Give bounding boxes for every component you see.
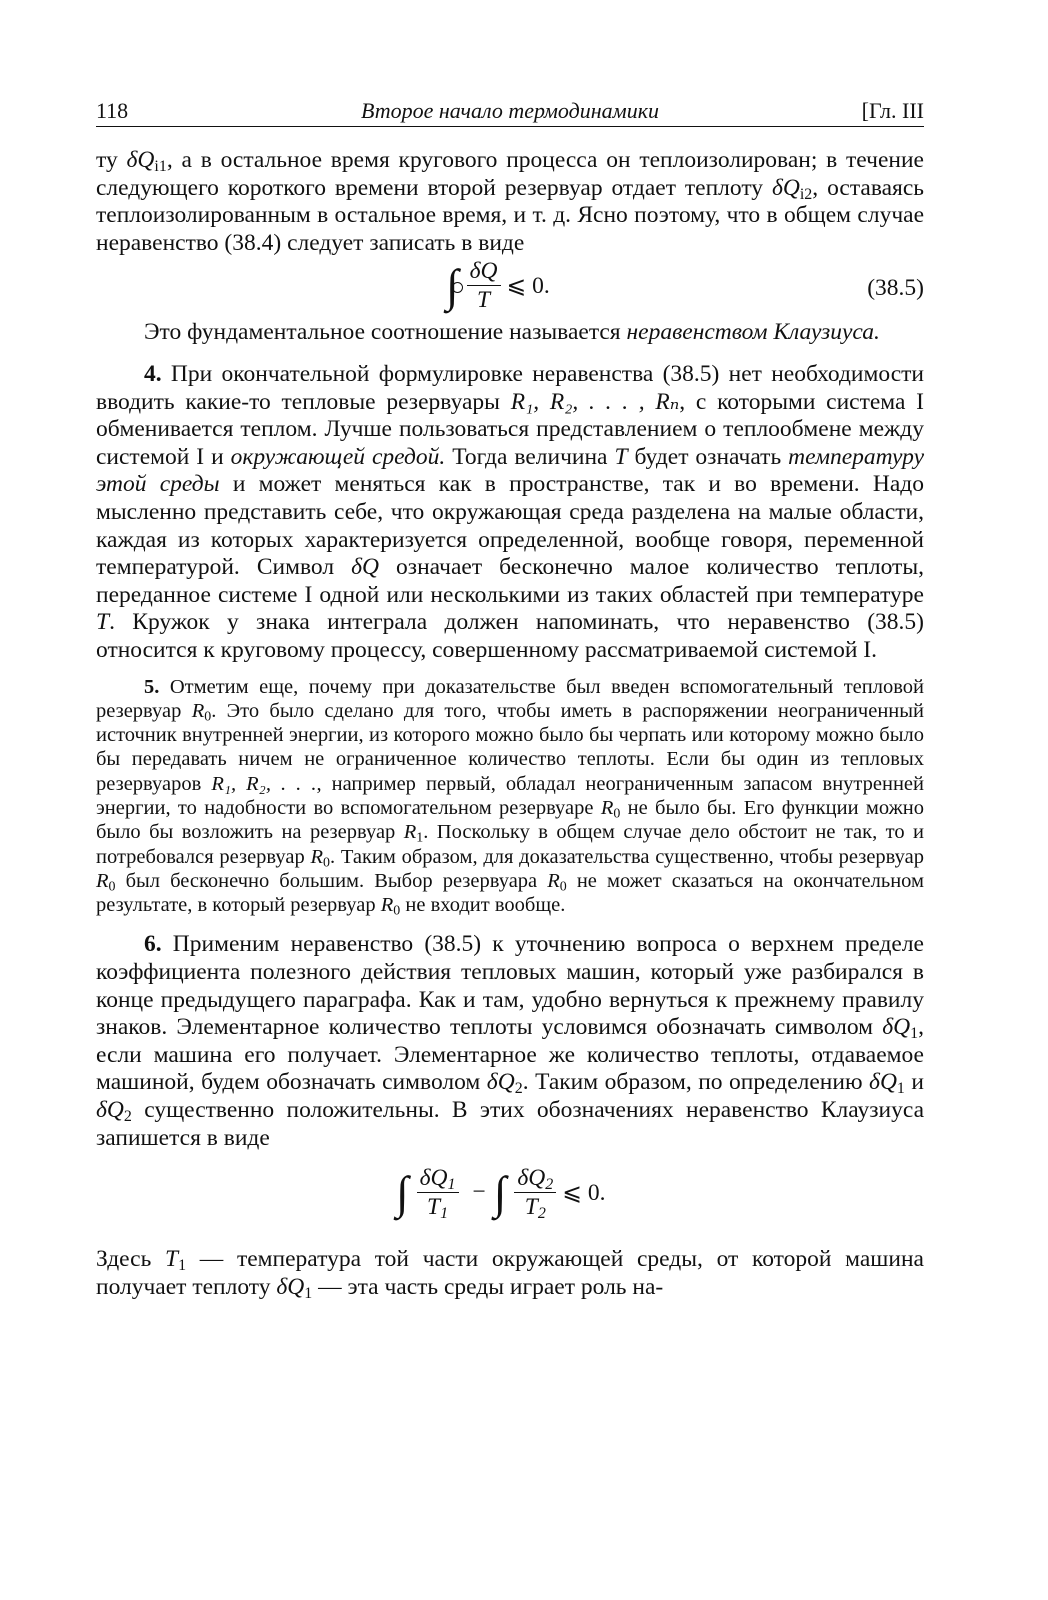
relation: ⩽ 0. [506, 273, 550, 300]
page-number: 118 [96, 98, 129, 123]
running-title: Второе начало термодинамики [360, 98, 660, 123]
integral-sign: ∫ [493, 1166, 507, 1218]
math-symbol: T [96, 609, 110, 636]
section-number: 5. [144, 675, 160, 698]
paragraph-continuation: ту $\delta Q_{i1}$, а в остальное время кругового процесса он теплоизолирован; в течение следующего короткого времени второй резервуар отдает теплоту $\delta Q_{i2}$, оставаясь теплоизолированным в остальное время, и т. д. Ясно поэтому, что в общем случае неравенство (38.4) следует записать в виде [96, 147, 924, 256]
relation: ⩽ 0. [562, 1180, 606, 1207]
fraction-1: $\frac{\delta Q_1}{T_1}$ [417, 1166, 459, 1219]
fraction: $\frac{\delta Q}{T}$ [467, 259, 501, 312]
math-symbol: R₁, R₂, . . . , Rₙ [510, 388, 680, 415]
contour-integral-sign: ∫ [446, 259, 459, 311]
paragraph-last: Здесь $T_1$ — температура той части окружающей среды, от которой машина получает теплоту $\delta Q_1$ — эта часть среды играет роль на- [96, 1246, 924, 1302]
section-6: 6. Применим неравенство (38.5) к уточнению вопроса о верхнем пределе коэффициента полезного действия тепловых машин, который уже разбирался в конце предыдущего параграфа. Как и там, удобно вернуться к прежнему правилу знаков. Элементарное количество теплоты условимся обозначать символом $\delta Q_1$, если машина его получает. Элементарное же количество теплоты, отдаваемое машиной, будем обозначать символом $\delta Q_2$. Таким образом, по определению $\delta Q_1$ и $\delta Q_2$ существенно положительны. В этих обозначениях неравенство Клаузиуса запишется в виде [96, 931, 924, 1151]
running-header [96, 94, 924, 127]
math-symbol: δQ [126, 147, 155, 173]
equation-clausius-engine [96, 1158, 924, 1246]
section-5: 5. Отметим еще, почему при доказательстве был введен вспомогательный тепловой резервуар $R_0$. Это было сделано для того, чтобы иметь в распоряжении неограниченный источник внутренней энергии, из которого можно было бы черпать или которому можно было бы передавать ничем не ограниченное количество теплоты. Если бы один из тепловых резервуаров R₁, R₂, . . ., например первый, обладал неограниченным запасом внутренней энергии, то надобности во вспомогательном резервуаре $R_0$ не было бы. Его функции можно было бы возложить на резервуар $R_1$. Поскольку в общем случае дело обстоит не так, то и потребовался резервуар $R_0$. Таким образом, для доказательства существенно, чтобы резервуар $R_0$ был бесконечно большим. Выбор резервуара $R_0$ не может сказаться на окончательном результате, в который резервуар $R_0$ не входит вообще. [96, 675, 925, 919]
section-4: 4. При окончательной формулировке неравенства (38.5) нет необходимости вводить какие-то тепловые резервуары R₁, R₂, . . . , Rₙ, с которыми система I обменивается теплом. Лучше пользоваться представлением о теплообмене между системой I и окружающей средой. Тогда величина T будет означать температуру этой среды и может меняться как в пространстве, так и во времени. Надо мысленно представить себе, что окружающая среда разделена на малые области, каждая из которых характеризуется определенной, вообще говоря, переменной температурой. Символ δQ означает бесконечно малое количество теплоты, переданное системе I одной или несколькими из таких областей при температуре T. Кружок у знака интеграла должен напоминать, что неравенство (38.5) относится к круговому процессу, совершенному рассматриваемой системой I. [96, 360, 925, 663]
chapter-marker: [Гл. III [861, 98, 924, 123]
section-number: 4. [144, 360, 162, 387]
minus-sign: − [472, 1179, 486, 1206]
emphasis: температуру этой среды [96, 443, 924, 498]
emphasis: окружающей средой. [230, 443, 446, 470]
emphasis: неравенством Клаузиуса. [626, 319, 880, 346]
equation-38-5 [96, 257, 924, 319]
book-page [96, 94, 924, 1301]
paragraph-clausius: Это фундаментальное соотношение называется неравенством Клаузиуса. [144, 319, 880, 346]
fraction-2: $\frac{\delta Q_2}{T_2}$ [514, 1166, 556, 1219]
section-number: 6. [144, 931, 162, 958]
math-symbol: δQ [351, 554, 380, 581]
math-symbol: δQ [771, 174, 800, 201]
page-body [96, 147, 924, 1301]
integral-sign: ∫ [396, 1166, 409, 1218]
math-symbol: T [614, 443, 628, 470]
equation-label: (38.5) [867, 275, 924, 302]
